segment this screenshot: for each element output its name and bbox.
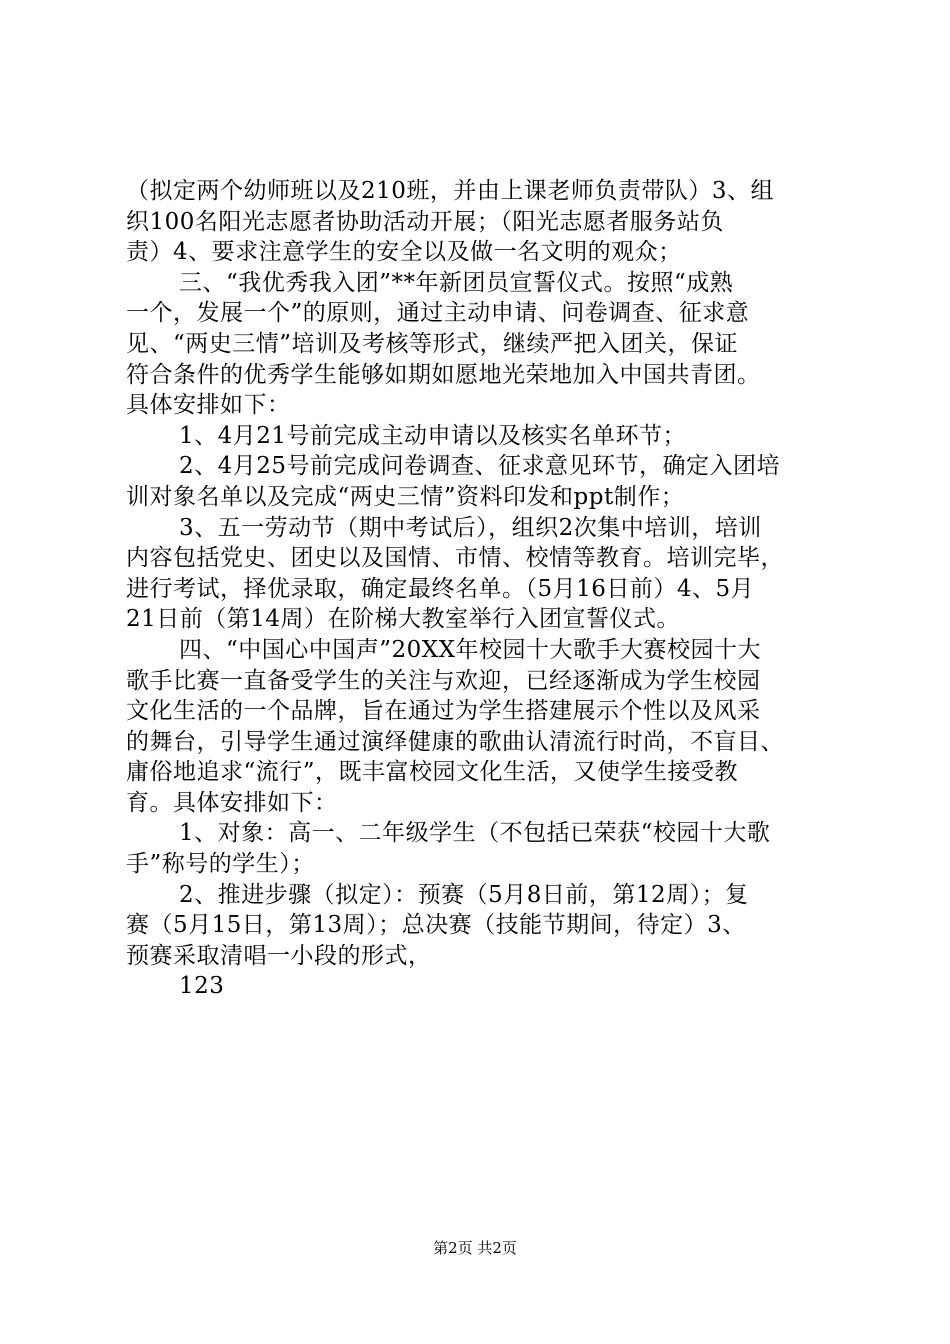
text-line: 见、“两史三情”培训及考核等形式，继续严把入团关，保证 xyxy=(126,330,739,357)
text-line: 1、对象：高一、二年级学生（不包括已荣获“校园十大歌 xyxy=(179,820,771,847)
text-line: 一个，发展一个”的原则，通过主动申请、问卷调查、征求意 xyxy=(126,300,750,327)
text-line: 责）4、要求注意学生的安全以及做一名文明的观众； xyxy=(126,239,682,266)
text-line: （拟定两个幼师班以及210班，并由上课老师负责带队）3、组 xyxy=(126,178,775,204)
text-line: 四、“中国心中国声”20XX年校园十大歌手大赛校园十大 xyxy=(179,636,762,663)
text-line: 符合条件的优秀学生能够如期如愿地光荣地加入中国共青团。 xyxy=(126,361,761,388)
text-line: 三、“我优秀我入团”**年新团员宣誓仪式。按照“成熟 xyxy=(179,269,734,296)
text-line: 21日前（第14周）在阶梯大教室举行入团宣誓仪式。 xyxy=(126,606,681,633)
text-line: 赛（5月15日，第13周）；总决赛（技能节期间，待定）3、 xyxy=(126,912,746,939)
text-line: 2、4月25号前完成问卷调查、征求意见环节，确定入团培 xyxy=(179,453,781,480)
text-line: 织100名阳光志愿者协助活动开展；（阳光志愿者服务站负 xyxy=(126,208,724,235)
text-line: 育。具体安排如下： xyxy=(126,789,338,816)
text-line: 预赛采取清唱一小段的形式， xyxy=(126,942,432,969)
page-footer: 第2页 共2页 xyxy=(433,1239,517,1257)
document-body xyxy=(126,176,836,1002)
text-line: 具体安排如下： xyxy=(126,392,291,419)
text-line: 的舞台，引导学生通过演绎健康的歌曲认清流行时尚，不盲目、 xyxy=(126,728,784,755)
text-line: 手”称号的学生）； xyxy=(126,851,315,878)
text-line: 庸俗地追求“流行”，既丰富校园文化生活，又使学生接受教 xyxy=(126,759,739,786)
text-line: 进行考试，择优录取，确定最终名单。（5月16日前）4、5月 xyxy=(126,575,755,602)
text-line: 1、4月21号前完成主动申请以及核实名单环节； xyxy=(179,422,687,449)
text-line: 内容包括党史、团史以及国情、市情、校情等教育。培训完毕， xyxy=(126,545,784,572)
text-line: 训对象名单以及完成“两史三情”资料印发和ppt制作； xyxy=(126,483,685,510)
text-line: 123 xyxy=(179,973,225,1000)
text-line: 3、五一劳动节（期中考试后），组织2次集中培训，培训 xyxy=(179,514,762,541)
text-line: 2、推进步骤（拟定）：预赛（5月8日前，第12周）；复 xyxy=(179,881,749,908)
text-line: 歌手比赛一直备受学生的关注与欢迎，已经逐渐成为学生校园 xyxy=(126,667,761,694)
text-line: 文化生活的一个品牌，旨在通过为学生搭建展示个性以及风采 xyxy=(126,698,761,725)
